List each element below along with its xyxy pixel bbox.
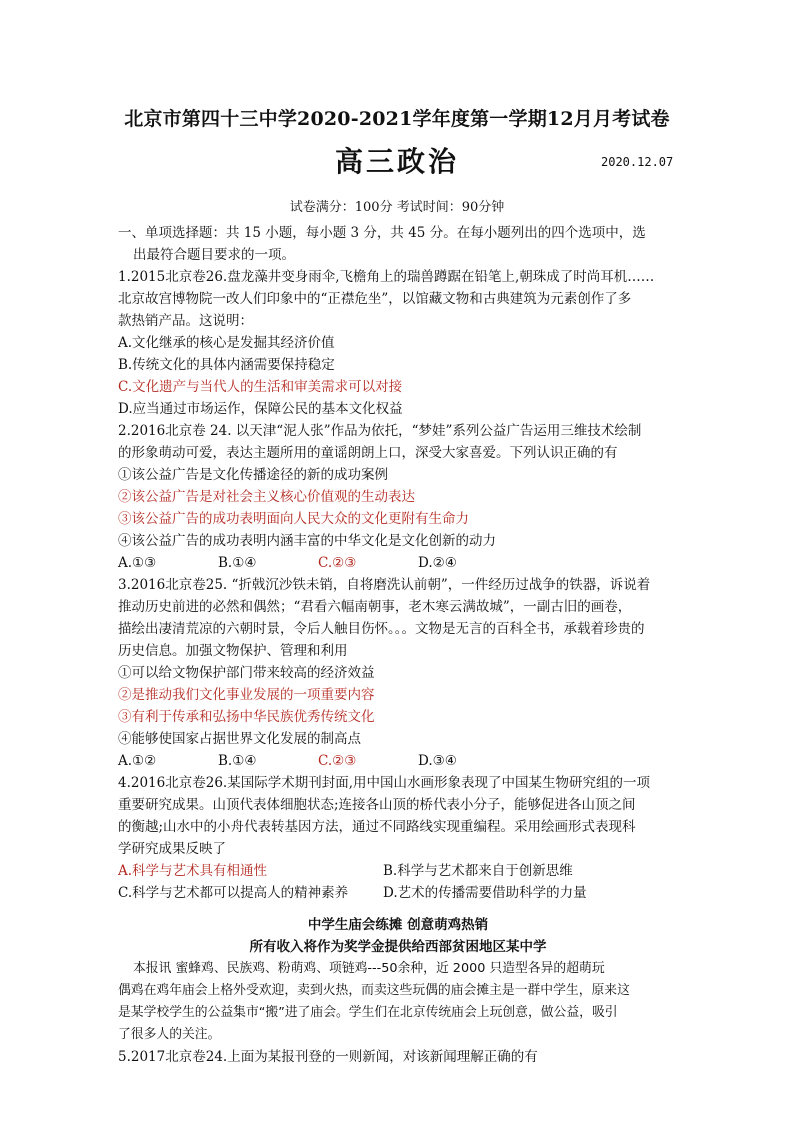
q2-option-a: A.①③	[118, 555, 157, 571]
q3-option-d: D.③④	[418, 753, 457, 769]
q2-statement-3: ③该公益广告的成功表明面向人民大众的文化更附有生命力	[118, 511, 469, 527]
q1-stem: 1.2015北京卷26.盘龙藻井变身雨伞,飞檐角上的瑞兽蹲踞在铅笔上,朝珠成了时尚耳机……	[118, 269, 655, 285]
q3-statement-1: ①可以给文物保护部门带来较高的经济效益	[118, 665, 375, 681]
q1-option-d: D.应当通过市场运作，保障公民的基本文化权益	[118, 401, 403, 417]
subject-title: 高三政治	[334, 145, 459, 178]
q2-stem: 的形象萌动可爱，表达主题所用的童谣朗朗上口，深受大家喜爱。下列认识正确的有	[118, 445, 618, 461]
news-body-line: 偶鸡在鸡年庙会上格外受欢迎，卖到火热，而卖这些玩偶的庙会摊主是一群中学生，原来这	[118, 983, 630, 998]
q4-option-a: A.科学与艺术具有相通性	[118, 863, 268, 879]
q4-option-b: B.科学与艺术都来自于创新思维	[383, 863, 573, 879]
news-headline: 中学生庙会练摊 创意萌鸡热销	[307, 917, 489, 933]
q4-options-row1	[118, 860, 678, 882]
q1-option-c: C.文化遗产与当代人的生活和审美需求可以对接	[118, 379, 403, 395]
q1-stem: 北京故宫博物院一改人们印象中的“正襟危坐”，以馆藏文物和古典建筑为元素创作了多	[118, 291, 632, 307]
q2-statement-4: ④该公益广告的成功表明内涵丰富的中华文化是文化创新的动力	[118, 533, 496, 549]
q2-option-b: B.①④	[218, 555, 257, 571]
q4-options-row2	[118, 882, 678, 904]
q3-option-c: C.②③	[318, 753, 357, 769]
q2-statement-1: ①该公益广告是文化传播途径的新的成功案例	[118, 467, 388, 483]
q4-option-c: C.科学与艺术都可以提高人的精神素养	[118, 885, 349, 901]
q2-option-d: D.②④	[418, 555, 457, 571]
q4-option-d: D.艺术的传播需要借助科学的力量	[383, 885, 587, 901]
news-clipping	[118, 914, 678, 1046]
section-instructions: 一、单项选择题：共 15 小题，每小题 3 分，共 45 分。在每小题列出的四个选项中，选	[118, 225, 646, 241]
q3-stem: 历史信息。加强文物保护、管理和利用	[118, 643, 348, 659]
q4-stem: 的衡越;山水中的小舟代表转基因方法，通过不同路线实现重编程。采用绘画形式表现科	[118, 819, 636, 835]
q2-stem: 2.2016北京卷 24. 以天津“泥人张”作品为依托，“梦娃”系列公益广告运用三维技术绘制	[118, 423, 642, 439]
q3-statement-3: ③有利于传承和弘扬中华民族优秀传统文化	[118, 709, 375, 725]
q4-stem: 重要研究成果。山顶代表体细胞状态;连接各山顶的桥代表小分子，能够促进各山顶之间	[118, 797, 636, 813]
q3-stem: 3.2016北京卷25. “折戟沉沙铁未销，自将磨洗认前朝”，一件经历过战争的铁器，诉说着	[118, 577, 651, 593]
section-instructions-cont: 出最符合题目要求的一项。	[133, 247, 295, 263]
q2-options	[118, 552, 678, 574]
q2-option-c: C.②③	[318, 555, 357, 571]
exam-meta: 试卷满分：100分 考试时间：90分钟	[289, 200, 505, 215]
q3-option-a: A.①②	[118, 753, 157, 769]
news-body-line: 本报讯 蜜蜂鸡、民族鸡、粉萌鸡、项链鸡---50余种，近 2000 只造型各异的超萌玩	[133, 961, 605, 976]
exam-content	[118, 222, 678, 1068]
q3-options	[118, 750, 678, 772]
news-subheadline: 所有收入将作为奖学金提供给西部贫困地区某中学	[249, 939, 547, 955]
q4-stem: 4.2016北京卷26.某国际学术期刊封面,用中国山水画形象表现了中国某生物研究组的一项	[118, 775, 650, 791]
q1-option-a: A.文化继承的核心是发掘其经济价值	[118, 335, 335, 351]
news-body	[118, 958, 678, 1046]
exam-date: 2020.12.07	[601, 155, 674, 169]
q4-stem: 学研究成果反映了	[118, 841, 226, 857]
q5-stem: 5.2017北京卷24.上面为某报刊登的一则新闻，对该新闻理解正确的有	[118, 1049, 538, 1065]
news-body-line: 了很多人的关注。	[118, 1027, 221, 1042]
news-body-line: 是某学校学生的公益集市“搬”进了庙会。学生们在北京传统庙会上玩创意，做公益，吸引	[118, 1005, 618, 1020]
q3-stem: 推动历史前进的必然和偶然；“君看六幅南朝事，老木寒云满故城”，一副古旧的画卷，	[118, 599, 632, 615]
q1-stem: 款热销产品。这说明：	[118, 313, 253, 329]
q1-option-b: B.传统文化的具体内涵需要保持稳定	[118, 357, 335, 373]
q3-option-b: B.①④	[218, 753, 257, 769]
q3-statement-2: ②是推动我们文化事业发展的一项重要内容	[118, 687, 375, 703]
q2-statement-2: ②该公益广告是对社会主义核心价值观的生动表达	[118, 489, 415, 505]
exam-title: 北京市第四十三中学2020-2021学年度第一学期12月月考试卷	[124, 108, 670, 130]
q3-statement-4: ④能够使国家占据世界文化发展的制高点	[118, 731, 361, 747]
q3-stem: 描绘出凄清荒凉的六朝时景，令后人触目伤怀。。。文物是无言的百科全书，承载着珍贵的	[118, 621, 645, 637]
